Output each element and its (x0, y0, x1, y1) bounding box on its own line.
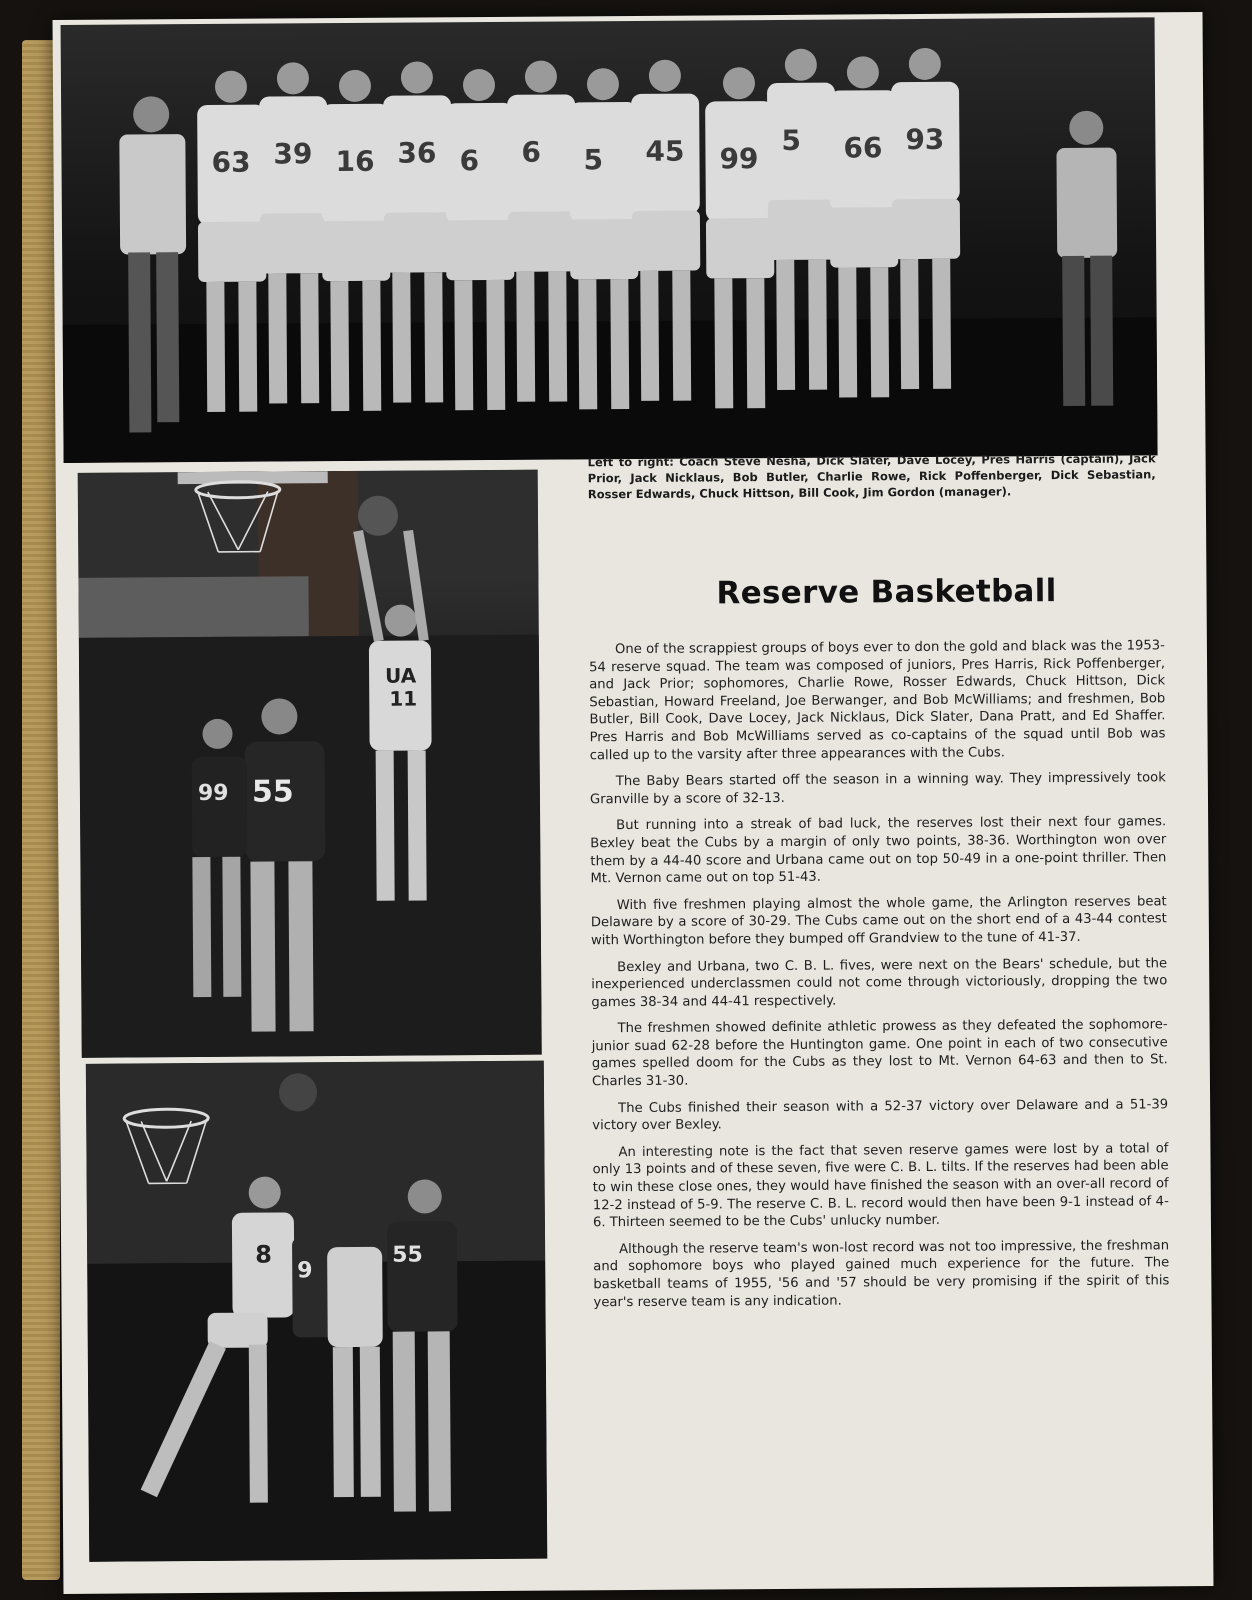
player-leg (486, 280, 505, 410)
jersey-number: 39 (273, 137, 313, 171)
jersey-number: 5 (781, 123, 801, 157)
article-paragraph: The freshmen showed definite athletic prowess as they defeated the sophomore-junior suad 62-28 before the Huntington game. One point in each of two consecutive games spelled doom for the Cubs as they lost to Mt. Vernon 64-63 and then to St. Charles 31-30. (591, 1017, 1168, 1090)
player-leg (454, 280, 473, 410)
article-paragraph: An interesting note is the fact that seven reserve games were lost by a total of only 13 points and of these seven, five were C. B. L. tilts. If the reserves had been able to win these close ones, they would have finished the season with an over-all record of 12-2 instead of 5-9. The reserve C. B. L. record would then have been 9-1 instead of 4-6. Thirteen seemed to be the Cubs' unlucky number. (592, 1141, 1169, 1231)
player-head (649, 60, 681, 92)
jersey-number: 66 (843, 131, 883, 165)
player-leg (238, 282, 257, 412)
player-head (909, 48, 941, 80)
jersey-number: 11 (389, 686, 418, 711)
jump-photo-art (78, 470, 542, 1058)
player-leg (268, 273, 287, 403)
player-leg (610, 279, 629, 409)
player-shorts (892, 199, 960, 259)
article-paragraph: Bexley and Urbana, two C. B. L. fives, were next on the Bears' schedule, but the inexperienced underclassmen could not come through victoriously, dropping the two games 38-34 and 44-41 respectively. (591, 955, 1168, 1010)
player-leg (300, 273, 319, 403)
player-leg (206, 282, 225, 412)
player-head (339, 70, 371, 102)
player-shorts (384, 212, 452, 272)
player-head (525, 61, 557, 93)
player-shorts (260, 213, 328, 273)
player-shorts (508, 211, 576, 271)
photo-caption: Left to right: Coach Steve Nesha, Dick Slater, Dave Locey, Pres Harris (captain), Jack Prior, Jack Nicklaus, Bob Butler, Charlie Rowe, Rick Poffenberger, Dick Sebastian, Rosser Edwards, Chuck Hittson, Bill Cook, Jim Gordon (manager). (587, 451, 1156, 502)
article-paragraph: With five freshmen playing almost the whole game, the Arlington reserves beat Delaware by a score of 30-29. The Cubs came out on the short end of a 43-44 contest with Worthington before they bumped off Grandview to the tune of 41-37. (590, 893, 1167, 949)
jersey-number: 63 (211, 145, 251, 179)
player-jersey (569, 102, 638, 222)
jersey-number: 6 (459, 144, 480, 178)
player-leg (578, 279, 597, 409)
player-head (401, 61, 433, 93)
player-shorts (830, 207, 898, 267)
player-leg (808, 260, 827, 390)
player-leg (362, 281, 381, 411)
player-shorts (446, 220, 514, 280)
player-jersey (445, 103, 514, 223)
team-photo-art (61, 17, 1158, 463)
player-head (277, 62, 309, 94)
player-head (723, 67, 755, 99)
rebound-photo-art (86, 1061, 547, 1562)
player-leg (838, 267, 857, 397)
player-leg (776, 260, 795, 390)
jersey-number: 93 (905, 122, 945, 157)
article-body (589, 637, 1170, 1320)
player-leg (330, 281, 349, 411)
jersey-number: 16 (335, 144, 375, 179)
article-paragraph: Although the reserve team's won-lost record was not too impressive, the freshman and sophomore boys who played gained much experience for the future. The basketball teams of 1955, '56 and '57 should be very promising if the spirit of this year's reserve team is any indication. (593, 1238, 1170, 1310)
jersey-number: 8 (255, 1240, 272, 1269)
article-paragraph: The Cubs finished their season with a 52-37 victory over Delaware and a 51-39 victory over Bexley. (592, 1096, 1169, 1134)
jersey-number: 6 (521, 135, 542, 169)
player-jersey (507, 94, 576, 214)
player-leg (548, 271, 567, 401)
player-leg (424, 272, 443, 402)
jersey-number: 36 (397, 136, 437, 170)
jersey-number: 45 (645, 134, 685, 168)
article-paragraph: But running into a streak of bad luck, the reserves lost their next four games. Bexley beat the Cubs by a margin of only two points, 38-36. Worthington won over them by a 44-40 score and Urbana came out on top 50-49 in a one-point thriller. Then Mt. Vernon came out on top 51-43. (590, 814, 1167, 887)
player-shorts (322, 221, 390, 281)
player-head (847, 56, 879, 88)
article-paragraph: The Baby Bears started off the season in a winning way. They impressively took Granville by a score of 32-13. (589, 770, 1166, 808)
player-head (587, 68, 619, 100)
jersey-number: 55 (392, 1242, 423, 1268)
player-leg (392, 273, 411, 403)
player-leg (870, 267, 889, 397)
jersey-number: UA (385, 663, 417, 688)
player-shorts (768, 200, 836, 260)
jersey-number: 55 (251, 774, 294, 810)
player-leg (672, 271, 691, 401)
game-action-photo (78, 470, 542, 1058)
player-shorts (632, 211, 700, 271)
player-leg (714, 278, 733, 408)
article-title: Reserve Basketball (716, 573, 1057, 612)
player-leg (640, 271, 659, 401)
player-head (785, 49, 817, 81)
jersey-number: 5 (583, 143, 604, 177)
team-photo (61, 17, 1158, 463)
player-shorts (570, 219, 638, 279)
player-head (463, 69, 495, 101)
player-leg (900, 259, 919, 389)
jersey-number: 9 (297, 1258, 313, 1284)
player-leg (932, 259, 951, 389)
player-shorts (706, 218, 774, 278)
player-jersey (767, 83, 836, 203)
jersey-number: 99 (197, 780, 229, 807)
player-leg (516, 272, 535, 402)
rebound-action-photo (86, 1061, 547, 1562)
player-shorts (198, 222, 266, 282)
player-head (215, 71, 247, 103)
article-paragraph: One of the scrappiest groups of boys ever to don the gold and black was the 1953-54 reserve squad. The team was composed of juniors, Pres Harris, Rick Poffenberger, and Jack Prior; sophomores, Charlie Rowe, Rosser Edwards, Chuck Hittson, Dick Sebastian, Howard Freeland, Joe Berwanger, and Bob McWilliams; and freshmen, Bob Butler, Bill Cook, Dave Locey, Jack Nicklaus, Dick Slater, Dana Pratt, and Ed Shaffer. Pres Harris and Bob McWilliams served as co-captains of the squad until Bob was called up to the varsity after three appearances with the Cubs. (588, 638, 1166, 763)
jersey-number: 99 (719, 142, 759, 176)
player-leg (746, 278, 765, 408)
yearbook-page (53, 12, 1214, 1594)
